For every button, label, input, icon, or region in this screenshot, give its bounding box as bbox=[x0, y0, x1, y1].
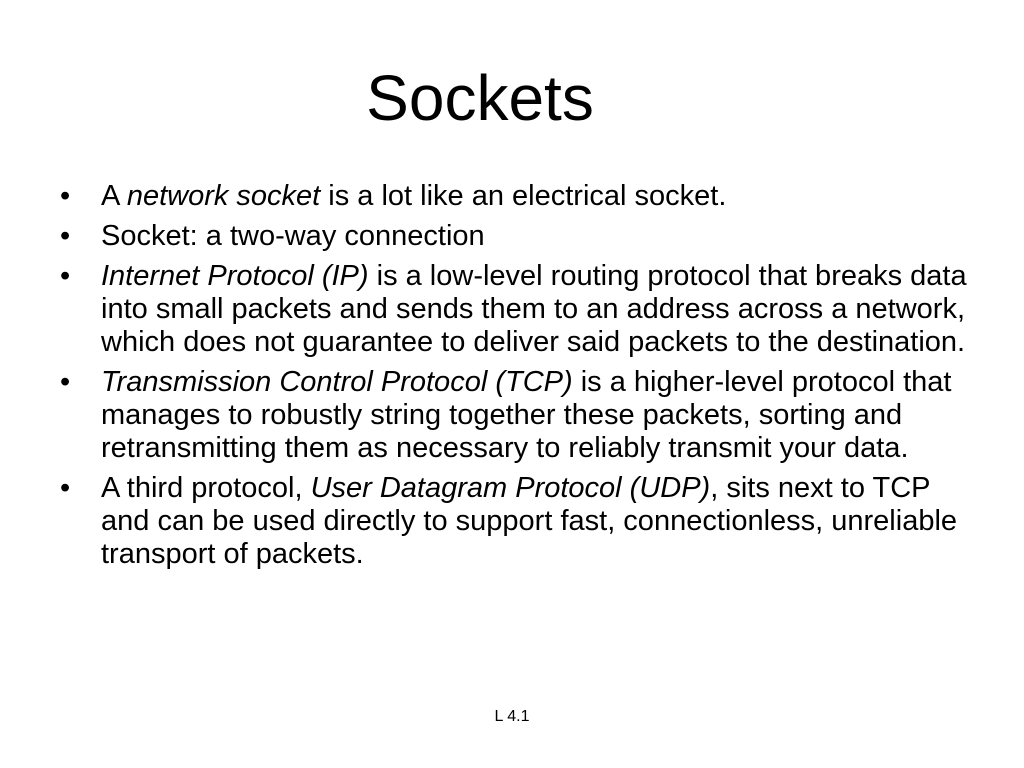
bullet-list bbox=[56, 180, 976, 578]
bullet-text-emphasis: Transmission Control Protocol (TCP) bbox=[101, 366, 573, 398]
bullet-icon: • bbox=[60, 180, 71, 212]
bullet-icon: • bbox=[60, 220, 71, 252]
bullet-icon: • bbox=[60, 366, 71, 398]
bullet-text-post: is a higher-level protocol that manages to robustly string together these packets, sorting and retransmitting them as necessary to reliably transmit your data. bbox=[101, 366, 952, 464]
bullet-text-post: is a lot like an electrical socket. bbox=[320, 180, 727, 212]
bullet-icon: • bbox=[60, 472, 71, 504]
bullet-item-ip bbox=[56, 260, 976, 359]
bullet-item-network-socket bbox=[56, 180, 976, 213]
bullet-text-pre: A bbox=[101, 180, 127, 212]
bullet-text-pre: Socket: a two-way connection bbox=[101, 220, 485, 252]
bullet-text-post: , sits next to TCP and can be used directly to support fast, connectionless, unreliable transport of packets. bbox=[101, 472, 958, 570]
bullet-item-tcp bbox=[56, 366, 976, 465]
bullet-text-emphasis: User Datagram Protocol (UDP) bbox=[310, 472, 711, 504]
slide-title: Sockets bbox=[366, 62, 594, 134]
bullet-text-post: is a low-level routing protocol that breaks data into small packets and sends them to an address across a network, which does not guarantee to deliver said packets to the destination. bbox=[101, 260, 967, 358]
bullet-item-socket-connection bbox=[56, 220, 976, 253]
bullet-text-pre: A third protocol, bbox=[101, 472, 311, 504]
bullet-text-emphasis: Internet Protocol (IP) bbox=[101, 260, 369, 292]
bullet-text-emphasis: network socket bbox=[126, 180, 321, 212]
bullet-icon: • bbox=[60, 260, 71, 292]
bullet-item-udp bbox=[56, 472, 976, 571]
slide-number: L 4.1 bbox=[494, 708, 530, 725]
